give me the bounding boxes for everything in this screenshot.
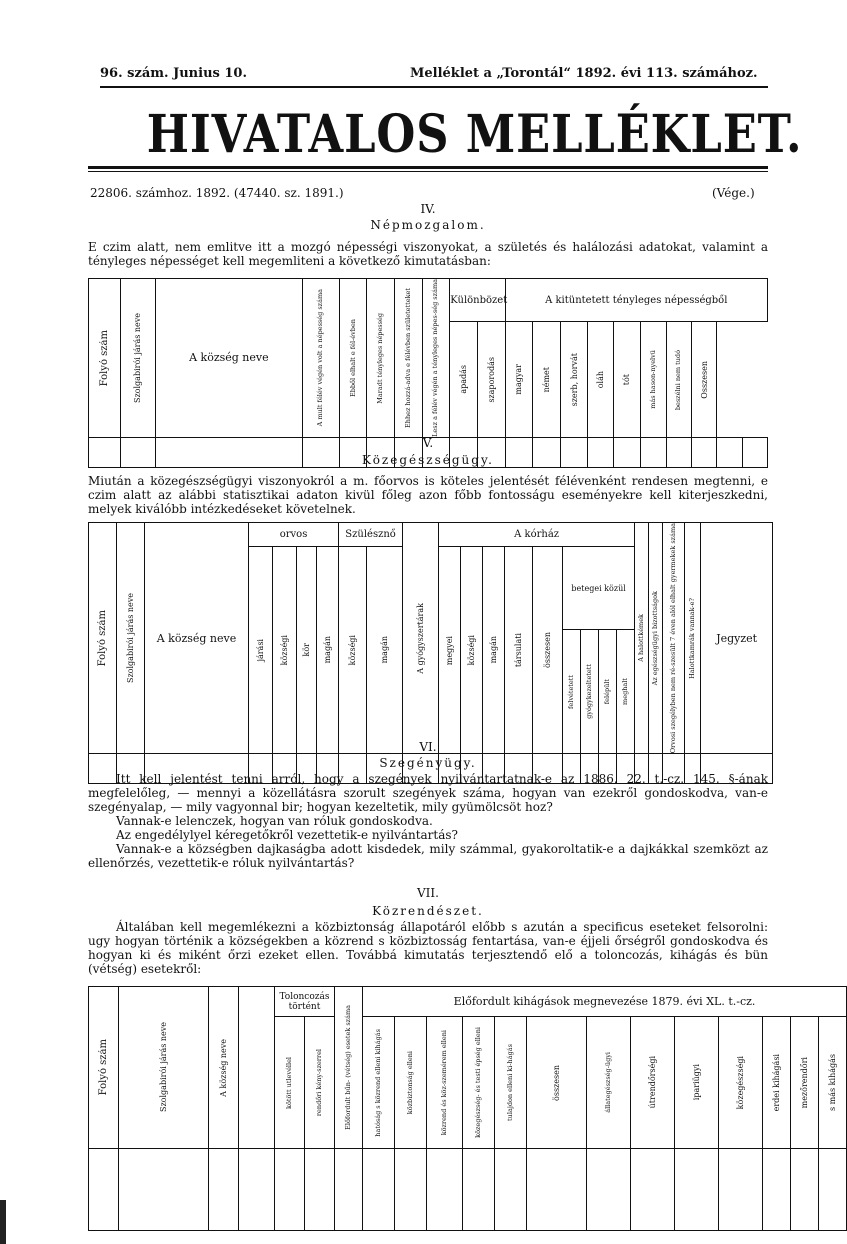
col-births: Ehhez hozzá-adva e félévben születetteket xyxy=(395,279,423,438)
reference-number: 22806. számhoz. 1892. (47440. sz. 1891.) xyxy=(90,186,344,200)
col-passport: kötött utlevéllel xyxy=(275,1017,305,1149)
col-difference: Különbözet xyxy=(450,279,505,322)
col-district: Szolgabirói járás neve xyxy=(121,279,156,438)
col-off-animal: állategészség-ügyi xyxy=(587,1017,631,1149)
col-midwife: Szülésznő xyxy=(339,523,403,547)
col-district: Szolgabirói járás neve xyxy=(117,523,145,754)
col-deaths: Ebből elhalt e fél-évben xyxy=(339,279,367,438)
section-iv-intro: E czim alatt, nem emlitve itt a mozgó népességi viszonyokat, a születés és halálozási adatokat, valamint a tényleges népességet kell megemliteni a következő kimutatásban: xyxy=(88,240,768,268)
col-off-forest: erdei kihágási xyxy=(763,1017,791,1149)
col-off-other: s más kihágás xyxy=(819,1017,847,1149)
col-mortuaries: Halottkamrák vannak-e? xyxy=(685,523,701,754)
section-vii-intro: Általában kell megemlékezni a közbiztonság állapotáról előbb s azután a specificus eseteket felsorolni: ugy hogyan történik a községekben a közrend s közbiztosság fentartása, van-e éjjeli őrségről gondoskodva és hogyan ki és miként őrzi ezeket ellen. Továbbá kimutatás terjesztendő elő a toloncozás, kihágás és bün (vétség) esetekről: xyxy=(88,920,768,976)
col-decrease: apadás xyxy=(450,322,478,438)
col-recovered: felépült xyxy=(599,630,617,754)
table-row xyxy=(89,1149,847,1231)
col-treated: gyógykezeltetett xyxy=(581,630,599,754)
col-police-force: rendőri kény-szerrel xyxy=(305,1017,335,1149)
section-vii-title: Közrendészet. xyxy=(372,904,484,918)
col-hungarian: magyar xyxy=(505,322,533,438)
col-off-public-health: közegészségi xyxy=(719,1017,763,1149)
col-slovak: tót xyxy=(613,322,641,438)
col-deportation: Toloncozás történt xyxy=(275,987,335,1017)
col-died: meghalt xyxy=(617,630,635,754)
section-iv-title: Népmozgalom. xyxy=(370,218,486,232)
col-off-road: útrendőrségi xyxy=(631,1017,675,1149)
col-crime-cases: Előfordult bűn- (vétség) esetek száma xyxy=(335,987,363,1149)
col-child-deaths: Orvosi szegélyben nem ré-szesült 7 éven alól elhalt gyermekek száma xyxy=(663,523,685,754)
col-serial: Folyó szám xyxy=(89,987,119,1149)
col-doc-communal: községi xyxy=(273,547,297,754)
col-other-lang: más hason-nyelvü xyxy=(641,322,666,438)
col-admitted: felvétetett xyxy=(563,630,581,754)
col-serial: Folyó szám xyxy=(89,523,117,754)
col-offences-group: Előfordult kihágások megnevezése 1879. évi XL. t.-cz. xyxy=(363,987,847,1017)
col-off-property: tulajdon elleni ki-hágás xyxy=(495,1017,527,1149)
col-off-industry: ipariügyi xyxy=(675,1017,719,1149)
col-patients: betegei közül xyxy=(563,547,635,630)
col-remaining: Maradt tényleges népesség xyxy=(367,279,395,438)
col-health-committees: Az egészségügyi bizottságok xyxy=(649,523,663,754)
col-commune: A község neve xyxy=(209,987,239,1149)
col-pharmacies: A gyógyszertárak xyxy=(403,523,439,754)
col-commune: A község neve xyxy=(155,279,302,438)
title-rule-thick xyxy=(88,166,768,169)
section-v-title: Közegészségügy. xyxy=(362,453,494,467)
section-vi-number: VI. xyxy=(419,740,437,754)
col-doc-district: járási xyxy=(249,547,273,754)
public-order-table xyxy=(88,986,847,1231)
section-v-intro: Miután a közegészségügyi viszonyokról a m. főorvos is köteles jelentését félévenként rendesen megtenni, e czim alatt az alábbi statisztikai adaton kivül főleg azon főbb fontosságu eseményekre kell kiterjeszkedni, melyek kiválóbb intézkedéseket követelnek. xyxy=(88,474,768,516)
col-doc-circle: kör xyxy=(297,547,317,754)
col-increase: szaporodás xyxy=(477,322,505,438)
col-romanian: oláh xyxy=(588,322,613,438)
end-mark: (Vége.) xyxy=(712,186,755,200)
col-district: Szolgabirói járás neve xyxy=(119,987,209,1149)
col-serb-croat: szerb, horvát xyxy=(560,322,588,438)
col-mid-communal: községi xyxy=(339,547,367,754)
col-hosp-society: társulati xyxy=(505,547,533,754)
title-rule-thin xyxy=(88,171,768,172)
section-iv-number: IV. xyxy=(420,202,436,216)
page-edge-mark xyxy=(0,1200,6,1244)
col-nationality-group: A kitüntetett tényleges népességből xyxy=(505,279,768,322)
col-off-total: összesen xyxy=(527,1017,587,1149)
col-hospital: A kórház xyxy=(439,523,635,547)
col-coroners: A halottkémek xyxy=(635,523,649,754)
header-rule xyxy=(100,86,768,88)
col-doctor: orvos xyxy=(249,523,339,547)
col-hosp-county: megyei xyxy=(439,547,461,754)
col-off-health: közegészség- és testi épség elleni xyxy=(463,1017,495,1149)
section-vi-body: Itt kell jelentést tenni arról, hogy a szegények nyilvántartatnak-e az 1886. 22. t.-cz. 145. §-ának megfelelőleg, — mennyi a közellátásra szorult szegények száma, hogyan van ezekről gondoskodva, van-e szegényalap, — mily vagyonnal bir; hogyan kezeltetik, mily gyümölcsöt hoz? Vannak-e lelenczek, hogyan van róluk gondoskodva. Az engedélylyel kéregetőkről vezettetik-e nyilvántartás? Vannak-e a községben dajkaságba adott kisdedek, mily számmal, gyakoroltatik-e a dajkákkal szemközt az ellenőrzés, vezettetik-e róluk nyilvántartás? xyxy=(88,772,768,870)
col-hosp-total: összesen xyxy=(533,547,563,754)
col-end-population: Lesz a félév végén a tényleges népes-ség száma xyxy=(422,279,450,438)
col-off-field: mezőrendőri xyxy=(791,1017,819,1149)
col-off-authority: hatóság s közrend elleni kihágás xyxy=(363,1017,395,1149)
col-notes: Jegyzet xyxy=(701,523,773,754)
col-commune: A község neve xyxy=(145,523,249,754)
col-german: német xyxy=(533,322,561,438)
col-off-security: közbiztonság elleni xyxy=(395,1017,427,1149)
spacer xyxy=(239,987,275,1149)
section-v-number: V. xyxy=(422,436,434,450)
col-hosp-private: magán xyxy=(483,547,505,754)
section-vi-title: Szegényügy. xyxy=(379,756,477,770)
col-hosp-communal: községi xyxy=(461,547,483,754)
header-supplement: Melléklet a „Torontál“ 1892. évi 113. számához. xyxy=(410,66,758,81)
col-prev-population: A mult félév végén volt a népesség száma xyxy=(303,279,340,438)
col-nonspeaking: beszélni nem tudó xyxy=(666,322,691,438)
col-doc-private: magán xyxy=(317,547,339,754)
page-title: HIVATALOS MELLÉKLET. xyxy=(146,104,803,165)
col-off-decency: közrend és köz-szemérem elleni xyxy=(427,1017,463,1149)
section-vii-number: VII. xyxy=(417,886,439,900)
col-serial: Folyó szám xyxy=(89,279,121,438)
col-mid-private: magán xyxy=(367,547,403,754)
col-total: Összesen xyxy=(691,322,716,438)
header-issue: 96. szám. Junius 10. xyxy=(100,66,247,81)
